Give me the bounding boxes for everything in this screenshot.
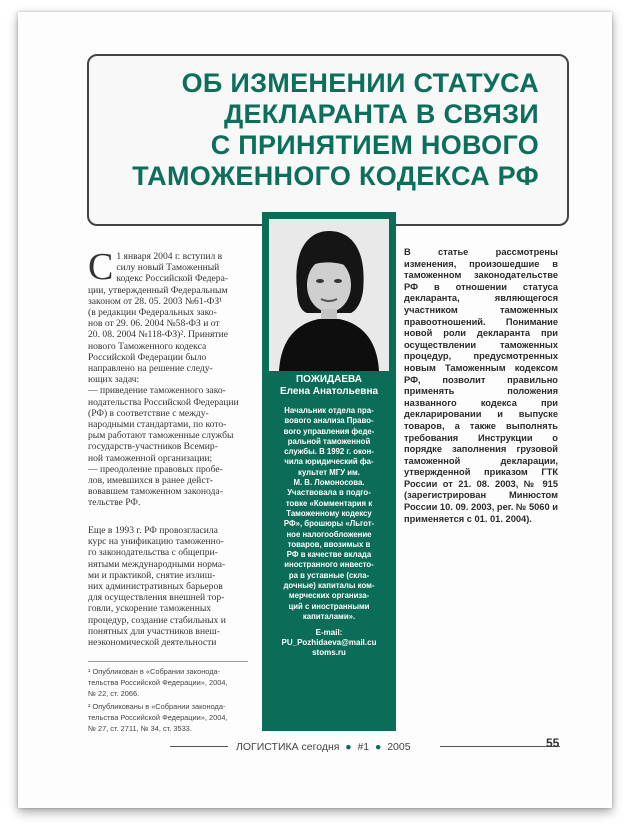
title-line-3: С ПРИНЯТИЕМ НОВОГО [210, 130, 539, 160]
title-line-2: ДЕКЛАРАНТА В СВЯЗИ [223, 99, 539, 129]
footnote-1 [88, 666, 258, 699]
footer-rule-right [440, 746, 560, 747]
left-paragraph-1: 1 января 2004 г. вступил в силу новый Таможенный кодекс Российской Федера- ции, утвержденный Федеральным законом от 28. 05. 2003 №61-ФЗ¹ (в редакции Федеральных зако- нов от 29. 06. 2004 №58-ФЗ и от 20. 08. 2004 №118-ФЗ)². Принятие нового Таможенного кодекса Российской Федерации было направлено на решение следу- ющих задач: — приведение таможенного зако- нодательства Российской Федерации (РФ) в соответствие с между- народными стандартами, по кото- рым работают таможенные службы государств-участников Всемир- ной таможенной организации; — преодоление правовых пробе- лов, имевшихся в ранее дейст- вовавшем таможенном законода- тельстве РФ. [88, 251, 239, 509]
left-column-continued [88, 525, 248, 648]
author-bio: Начальник отдела пра- вового анализа Право- вого управления феде- ральной таможенной службы. В 1992 г. окон- чила юридический фа- культет МГУ им. М. В. Ломоносова. Участвовала в подго- товке «Комментария к Таможенному кодексу РФ», брошюры «Льгот- ное налогообложение товаров, ввозимых в РФ в качестве вклада иностранного инвесто- ра в уставные (скла- дочные) капиталы ком- мерческих организа- ций с иностранными капиталами». [283, 406, 375, 621]
author-email: PU_Pozhidaeva@mail.cu stoms.ru [281, 638, 377, 658]
author-panel [262, 212, 396, 731]
footnote-2 [88, 701, 258, 734]
footnote-2-line-2: тельства Российской Федерации», 2004, [88, 713, 228, 722]
footnote-2-line-3: № 27, ст. 2711, № 34, ст. 3533. [88, 724, 192, 733]
footnote-1-line-2: тельства Российской Федерации», 2004, [88, 678, 228, 687]
bullet-icon: ● [372, 741, 385, 753]
footnote-divider [88, 661, 248, 662]
footer-journal [232, 741, 415, 753]
issue-number: #1 [357, 741, 370, 753]
author-portrait-image [269, 219, 389, 371]
title-line-1: ОБ ИЗМЕНЕНИИ СТАТУСА [181, 68, 539, 98]
email-label: E-mail: [315, 628, 343, 637]
author-name: Елена Анатольевна [279, 386, 379, 397]
author-surname: ПОЖИДАЕВА [295, 374, 363, 385]
footnote-1-line-3: № 22, ст. 2066. [88, 689, 140, 698]
journal-name: ЛОГИСТИКА сегодня [236, 741, 340, 753]
page-number: 55 [546, 736, 560, 750]
title-line-4: ТАМОЖЕННОГО КОДЕКСА РФ [132, 161, 539, 191]
drop-cap: С [88, 246, 114, 288]
title-box [87, 54, 569, 226]
author-photo [269, 219, 389, 371]
issue-year: 2005 [387, 741, 411, 753]
left-paragraph-2: Еще в 1993 г. РФ провозгласила курс на унификацию таможенно- го законодательства с общепри- нятыми международными норма- ми и практикой, снятие излиш- них административных барьеров для осуществления внешней тор- говли, ускорение таможенных процедур, создание стабильных и понятных для участников внеш- неэкономической деятельности [88, 525, 226, 649]
article-abstract: В статье рассмотрены изменения, произошедшие в таможенном законодательстве РФ в отношении статуса декларанта, являющегося участником таможенных правоотношений. Понимание новой роли декларанта при осуществлении таможенных процедур, предусмотренных новым Таможенным кодексом РФ, позволит правильно применять положения названного кодекса при декларировании и выпуске товаров, а также выполнять требования Инструкции о порядке заполнения грузовой таможенной декларации, утвержденной приказом ГТК России от 21. 08. 2003, № 915 (зарегистрирован Минюстом России 10. 09. 2003, рег. № 5060 и применяется с 01. 01. 2004). [404, 247, 558, 524]
footer-rule-left [170, 746, 228, 747]
footnote-2-line-1: ² Опубликованы в «Собрании законода- [88, 702, 226, 711]
footnote-1-line-1: ¹ Опубликован в «Собрании законода- [88, 667, 221, 676]
bullet-icon: ● [342, 741, 355, 753]
left-column [88, 246, 248, 509]
